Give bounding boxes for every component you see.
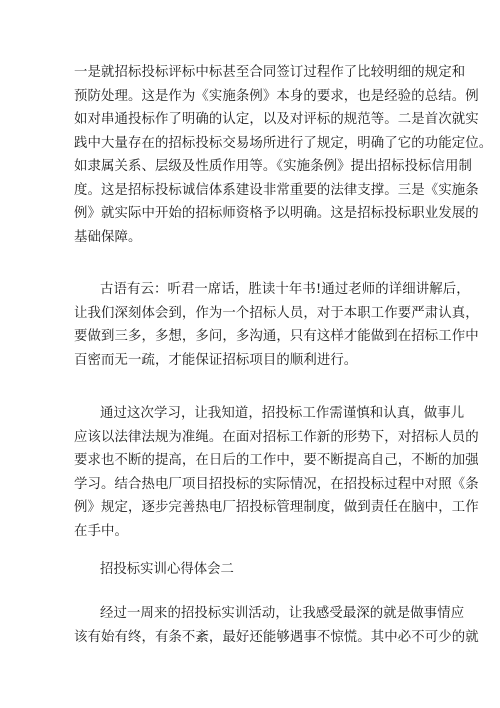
section-heading	[100, 558, 234, 582]
text-line: 践中大量存在的招标投标交易场所进行了规定，明确了它的功能定位。	[74, 135, 493, 151]
text-line: 如隶属关系、层级及性质作用等。《实施条例》提出招标投标信用制	[74, 159, 473, 174]
text-line: 例》规定，逐步完善热电厂招投标管理制度，做到责任在脑中，工作	[74, 500, 479, 515]
text-line: 在手中。	[74, 523, 128, 539]
text-line: 学习。结合热电厂项目招投标的实际情况，在招投标过程中对照《条	[74, 476, 479, 492]
text-line: 应该以法律法规为准绳。在面对招标工作新的形势下，对招标人员的	[74, 429, 479, 445]
text-line: 古语有云：听君一席话，胜读十年书!通过老师的详细讲解后，	[100, 282, 470, 297]
paragraph-3	[74, 402, 479, 543]
text-line: 通过这次学习，让我知道，招投标工作需谨慎和认真，做事儿	[100, 406, 465, 421]
paragraph-1	[74, 61, 493, 249]
text-line: 基础保障。	[74, 229, 142, 245]
text-line: 要做到三多，多想，多问，多沟通，只有这样才能做到在招标工作中	[74, 329, 479, 344]
text-line: 让我们深刻体会到，作为一个招标人员，对于本职工作要严肃认真，	[74, 305, 479, 321]
text-line: 例》就实际中开始的招标师资格予以明确。这是招标投标职业发展的	[74, 206, 479, 221]
paragraph-2	[74, 278, 479, 372]
paragraph-5	[74, 602, 479, 649]
text-line: 预防处理。这是作为《实施条例》本身的要求，也是经验的总结。例	[74, 88, 479, 104]
text-line: 经过一周来的招投标实训活动，让我感受最深的就是做事情应	[100, 606, 465, 621]
text-line: 一是就招标投标评标中标甚至合同签订过程作了比较明细的规定和	[74, 65, 466, 80]
text-line: 该有始有终，有条不紊，最好还能够遇事不惊慌。其中必不可少的就	[74, 629, 479, 645]
text-line: 百密而无一疏，才能保证招标项目的顺利进行。	[74, 352, 358, 368]
text-line: 度。这是招标投标诚信体系建设非常重要的法律支撑。三是《实施条	[74, 182, 479, 198]
section-heading-text: 招投标实训心得体会二	[100, 562, 234, 577]
text-line: 如对串通投标作了明确的认定，以及对评标的规范等。二是首次就实	[74, 112, 479, 127]
text-line: 要求也不断的提高，在日后的工作中，要不断提高自己，不断的加强	[74, 453, 479, 468]
